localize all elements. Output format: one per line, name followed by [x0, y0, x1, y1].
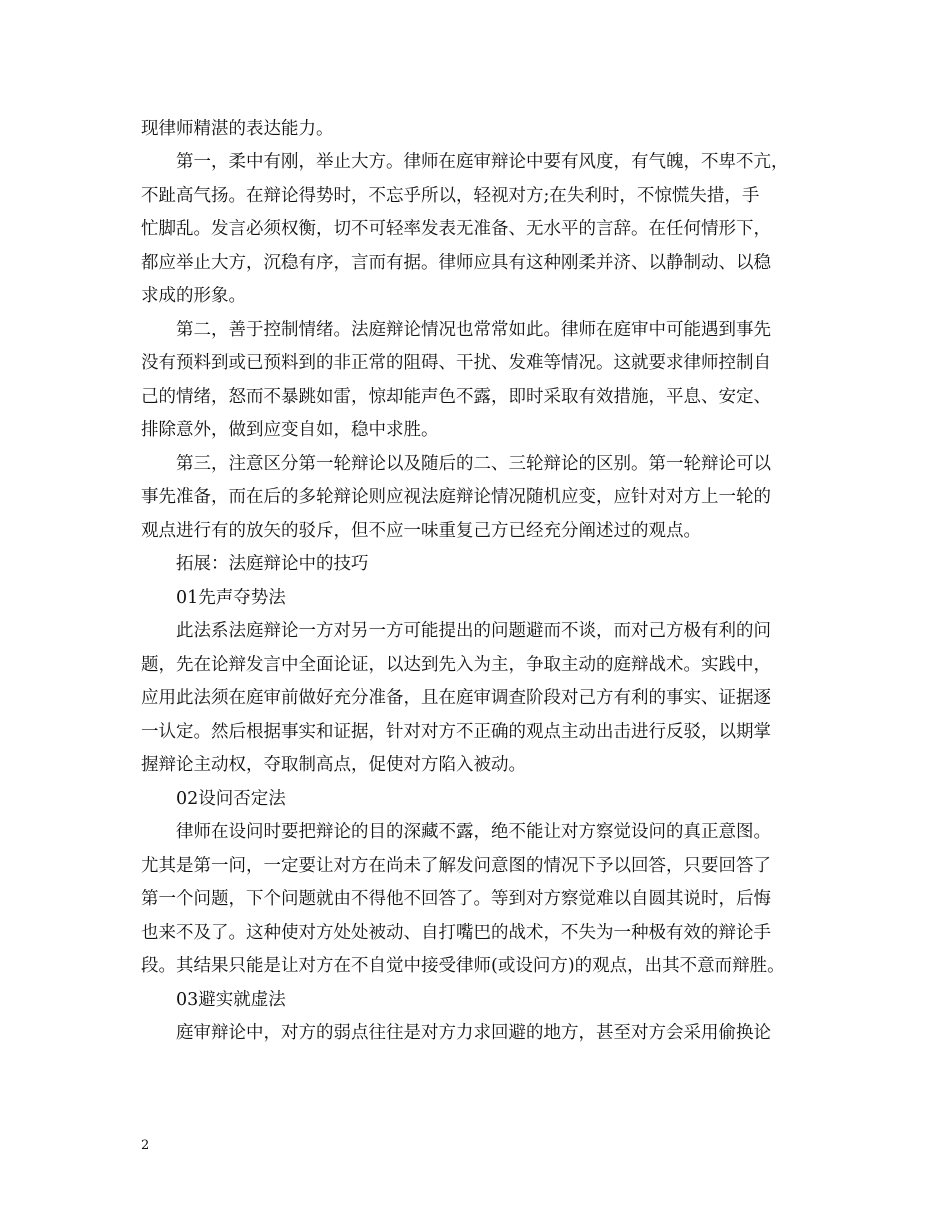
text-line: 庭审辩论中，对方的弱点往往是对方力求回避的地方，甚至对方会采用偷换论	[176, 1023, 771, 1043]
text-line: 己的情绪，怒而不暴跳如雷，惊却能声色不露，即时采取有效措施，平息、安定、	[141, 387, 771, 407]
section-heading: 拓展：法庭辩论中的技巧	[176, 554, 369, 574]
subsection-heading: 02设问否定法	[176, 789, 286, 809]
text-line: 此法系法庭辩论一方对另一方可能提出的问题避而不谈，而对己方极有利的问	[176, 621, 771, 641]
page-number: 2	[141, 1138, 150, 1153]
text-line: 尤其是第一问，一定要让对方在尚未了解发问意图的情况下予以回答，只要回答了	[141, 856, 771, 876]
text-line: 忙脚乱。发言必须权衡，切不可轻率发表无准备、无水平的言辞。在任何情形下，	[141, 219, 771, 239]
text-line: 段。其结果只能是让对方在不自觉中接受律师(或设问方)的观点，出其不意而辩胜。	[141, 956, 785, 976]
text-line: 题，先在论辩发言中全面论证，以达到先入为主，争取主动的庭辩战术。实践中，	[141, 655, 771, 675]
text-line: 不趾高气扬。在辩论得势时，不忘乎所以，轻视对方;在失利时，不惊慌失措，手	[141, 186, 760, 206]
text-line: 求成的形象。	[141, 286, 246, 306]
text-line: 应用此法须在庭审前做好充分准备，且在庭审调查阶段对己方有利的事实、证据逐	[141, 688, 771, 708]
subsection-heading: 03避实就虚法	[176, 990, 286, 1010]
text-line: 观点进行有的放矢的驳斥，但不应一味重复己方已经充分阐述过的观点。	[141, 521, 701, 541]
text-line: 都应举止大方，沉稳有序，言而有据。律师应具有这种刚柔并济、以静制动、以稳	[141, 253, 771, 273]
text-line: 握辩论主动权，夺取制高点，促使对方陷入被动。	[141, 755, 526, 775]
text-line: 第二，善于控制情绪。法庭辩论情况也常常如此。律师在庭审中可能遇到事先	[176, 320, 771, 340]
text-line: 第一个问题，下个问题就由不得他不回答了。等到对方察觉难以自圆其说时，后悔	[141, 889, 771, 909]
text-line: 事先准备，而在后的多轮辩论则应视法庭辩论情况随机应变，应针对对方上一轮的	[141, 487, 771, 507]
text-line: 第三，注意区分第一轮辩论以及随后的二、三轮辩论的区别。第一轮辩论可以	[176, 454, 771, 474]
text-line: 现律师精湛的表达能力。	[141, 119, 334, 139]
text-line: 没有预料到或已预料到的非正常的阻碍、干扰、发难等情况。这就要求律师控制自	[141, 353, 771, 373]
text-line: 也来不及了。这种使对方处处被动、自打嘴巴的战术，不失为一种极有效的辩论手	[141, 923, 771, 943]
subsection-heading: 01先声夺势法	[176, 588, 286, 608]
text-line: 排除意外，做到应变自如，稳中求胜。	[141, 420, 439, 440]
text-line: 第一，柔中有刚，举止大方。律师在庭审辩论中要有风度，有气魄，不卑不亢，	[176, 152, 789, 172]
text-line: 一认定。然后根据事实和证据，针对对方不正确的观点主动出击进行反驳，以期掌	[141, 722, 771, 742]
text-line: 律师在设问时要把辩论的目的深藏不露，绝不能让对方察觉设问的真正意图。	[176, 822, 771, 842]
